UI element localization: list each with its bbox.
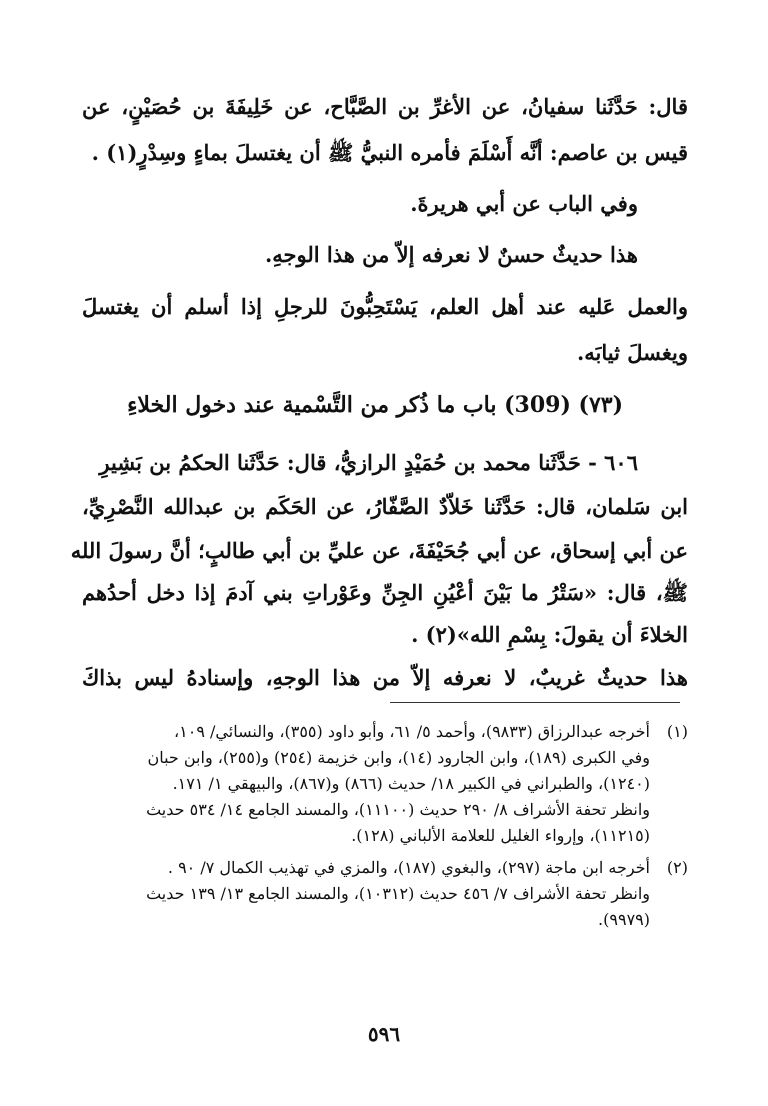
footnote-separator — [390, 702, 680, 703]
text-line: هذا حديثٌ حسنٌ لا نعرفه إلاّ من هذا الوجهِ. — [264, 242, 638, 267]
text-line: قيس بن عاصم: أنَّه أَسْلَمَ فأمره النبيُّ ﷺ أن يغتسلَ بماءٍ وسِدْرٍ(١) . — [91, 140, 688, 165]
footnote-line: أخرجه ابن ماجة (٢٩٧)، والبغوي (١٨٧)، والمزي في تهذيب الكمال ٧/ ٩٠ . — [167, 858, 650, 877]
footnote-line: وانظر تحفة الأشراف ٧/ ٤٥٦ حديث (١٠٣١٢)، والمسند الجامع ١٣/ ١٣٩ حديث — [146, 884, 650, 903]
text-line: وفي الباب عن أبي هريرةَ. — [410, 191, 638, 216]
text-line: ويغسلَ ثيابَه. — [576, 340, 688, 365]
footnote-line: (١١٢١٥)، وإرواء الغليل للعلامة الألباني (١٢٨). — [351, 826, 650, 845]
text-line: ابن سَلمان، قال: حَدَّثَنا خَلاّدٌ الصَّفّارُ، عن الحَكَم بن عبدالله النَّصْرِيِّ، — [82, 494, 688, 519]
text-line: قال: حَدَّثَنا سفيانُ، عن الأغرِّ بن الصَّبَّاح، عن خَلِيفَةَ بن حُصَيْنٍ، عن — [82, 94, 688, 119]
footnote-line: وانظر تحفة الأشراف ٨/ ٢٩٠ حديث (١١١٠٠)، والمسند الجامع ١٤/ ٥٣٤ حديث — [146, 800, 650, 819]
text-line: ﷺ، قال: «سَتْرُ ما بَيْنَ أعْيُنِ الجِنِّ وعَوْراتِ بني آدمَ إذا دخل أحدُهم — [82, 580, 688, 605]
footnote-number: (٢) — [666, 858, 688, 877]
text-line: الخلاءَ أن يقولَ: بِسْمِ الله»(٢) . — [411, 622, 688, 647]
text-line: ٦٠٦ - حَدَّثَنا محمد بن حُمَيْدٍ الرازيُّ، قال: حَدَّثَنا الحكمُ بن بَشِيرِ — [99, 450, 638, 475]
footnote-number: (١) — [666, 722, 688, 741]
footnote-line: أخرجه عبدالرزاق (٩٨٣٣)، وأحمد ٥/ ٦١، وأبو داود (٣٥٥)، والنسائي/ ١٠٩، — [174, 722, 650, 741]
footnote-line: (١٢٤٠)، والطبراني في الكبير ١٨/ حديث (٨٦٦) و(٨٦٧)، والبيهقي ١/ ١٧١. — [172, 774, 650, 793]
text-line: عن أبي إسحاق، عن أبي جُحَيْفَةَ، عن عليِّ بن أبي طالبٍ؛ أنَّ رسولَ الله — [70, 538, 688, 563]
text-line: هذا حديثٌ غريبٌ، لا نعرفه إلاّ من هذا الوجهِ، وإسنادهُ ليس بذاكَ — [82, 665, 688, 690]
footnote-line: (٩٩٧٩). — [598, 910, 650, 929]
chapter-heading: (٧٣) (309) باب ما ذُكر من التَّسْمية عند دخول الخلاءِ — [127, 392, 623, 418]
page-number: ٥٩٦ — [367, 1022, 401, 1046]
text-line: والعمل عَليه عند أهل العلم، يَسْتَحِبُّونَ للرجلِ إذا أسلم أن يغتسلَ — [82, 294, 688, 319]
footnote-line: وفي الكبرى (١٨٩)، وابن الجارود (١٤)، وابن خزيمة (٢٥٤) و(٢٥٥)، وابن حبان — [147, 748, 650, 767]
